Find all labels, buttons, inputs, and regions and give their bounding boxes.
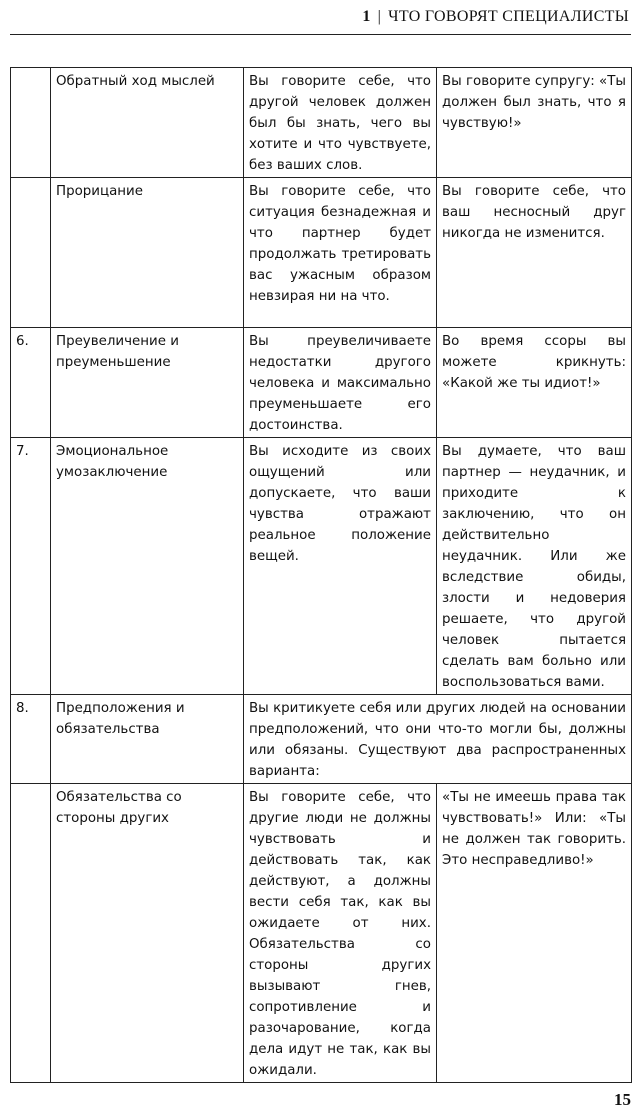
running-header — [10, 0, 631, 35]
table-row — [11, 328, 632, 438]
row-number: 7. — [11, 438, 51, 695]
distortion-description: Вы говорите себе, что другой человек должен был бы знать, чего вы хотите и что чувствуете, без ваших слов. — [244, 68, 437, 178]
distortion-name: Эмоциональное умозаключение — [51, 438, 244, 695]
distortion-example: Вы говорите себе, что ваш несносный друг никогда не изменится. — [437, 178, 632, 328]
distortion-name: Преувеличение и преуменьшение — [51, 328, 244, 438]
page-number: 15 — [614, 1090, 631, 1109]
distortion-example: Вы думаете, что ваш партнер — неудачник, и приходите к заключению, что он действительно неудачник. Или же вследствие обиды, злости и недоверия решаете, что другой человек пытается сделать вам больно или воспользоваться вами. — [437, 438, 632, 695]
distortion-description: Вы критикуете себя или других людей на основании предположений, что они что-то могли бы, должны или обязаны. Существуют два распространенных варианта: — [244, 695, 632, 784]
distortion-example: «Ты не имеешь права так чувствовать!» Или: «Ты не должен так говорить. Это несправедливо!» — [437, 784, 632, 1083]
table-row — [11, 695, 632, 784]
distortion-name: Прорицание — [51, 178, 244, 328]
row-number — [11, 68, 51, 178]
header-separator: | — [377, 8, 382, 25]
row-number: 6. — [11, 328, 51, 438]
distortion-description: Вы говорите себе, что ситуация безнадежная и что партнер будет продолжать третировать вас ужасным образом невзирая ни на что. — [244, 178, 437, 328]
distortion-description: Вы исходите из своих ощущений или допускаете, что ваши чувства отражают реальное положение вещей. — [244, 438, 437, 695]
distortion-name: Предположения и обязательства — [51, 695, 244, 784]
distortion-description: Вы говорите себе, что другие люди не должны чувствовать и действовать так, как действуют, а должны вести себя так, как вы ожидаете от них. Обязательства со стороны других вызывают гнев, сопротивление и разочарование, когда дела идут не так, как вы ожидали. — [244, 784, 437, 1083]
distortion-description: Вы преувеличиваете недостатки другого человека и максимально преуменьшаете его достоинства. — [244, 328, 437, 438]
distortion-example: Во время ссоры вы можете крикнуть: «Какой же ты идиот!» — [437, 328, 632, 438]
row-number — [11, 178, 51, 328]
distortions-table — [10, 67, 632, 1083]
chapter-number: 1 — [362, 8, 371, 25]
distortion-name: Обязательства со стороны других — [51, 784, 244, 1083]
table-row — [11, 438, 632, 695]
table-row — [11, 178, 632, 328]
table-row — [11, 784, 632, 1083]
header-text — [362, 8, 629, 26]
distortion-example: Вы говорите супругу: «Ты должен был знать, что я чувствую!» — [437, 68, 632, 178]
distortion-name: Обратный ход мыслей — [51, 68, 244, 178]
table-row — [11, 68, 632, 178]
row-number: 8. — [11, 695, 51, 784]
row-number — [11, 784, 51, 1083]
chapter-title: ЧТО ГОВОРЯТ СПЕЦИАЛИСТЫ — [388, 8, 629, 25]
